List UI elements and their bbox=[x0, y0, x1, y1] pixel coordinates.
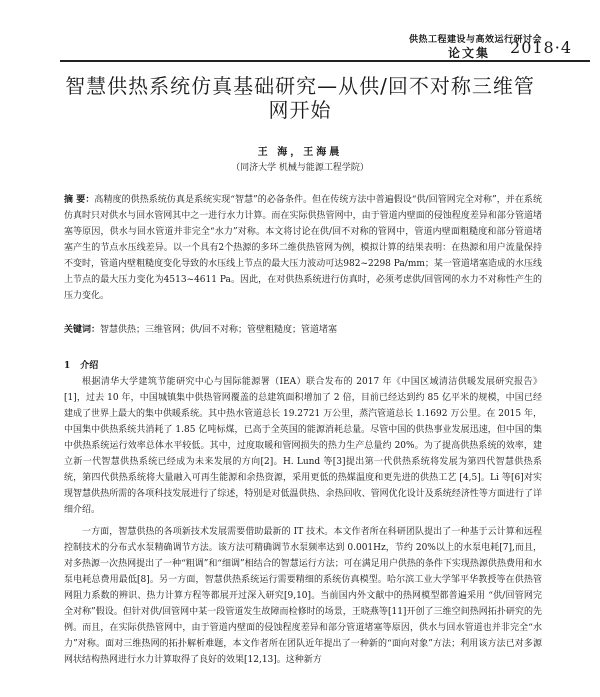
section-heading bbox=[64, 358, 108, 371]
journal-name: 供热工程建设与高效运行研讨会 bbox=[408, 35, 542, 45]
paragraph-1: 根据清华大学建筑节能研究中心与国际能源署（IEA）联合发布的 2017 年《中国区域清洁供暖发展研究报告》[1]，过去 10 年，中国城镇集中供热管网覆盖的总建筑面积增加了 2 倍，目前已经达到约 85 亿平米的规模，中国已经建成了世界上最大的集中供暖系统。其中热水管道总长 19.2721 万公里，蒸汽管道总长 1.1692 万公里。在 2015 年，中国集中供热系统共消耗了 1.85 亿吨标煤，已高于全英国的能源消耗总量。尽管中国的供热事业发展迅速，但中国的集中供热系统运行效率总体水平较低。其中，过度取暖和管网损失的热力生产总量约 20%。为了提高供热系统的效率，建立新一代智慧供热系统已经成为未来发展的方向[2]。H. Lund 等[3]提出第一代供热系统将发展为第四代智慧供热系统，第四代供热系统将大量融入可再生能源和余热资源，采用更低的热媒温度和更先进的供热工艺 [4,5]。Li 等[6]对实现智慧供热所需的各项科技发展进行了综述，特别是对低温供热、余热回收、管网优化设计及系统经济性等方面进行了详细介绍。 bbox=[64, 377, 542, 515]
abstract-text: 高精度的供热系统仿真是系统实现“智慧”的必备条件。但在传统方法中普遍假设“供/回管网完全对称”，并在系统仿真时只对供水与回水管网其中之一进行水力计算。而在实际供热管网中，由于管道内壁面的侵蚀程度差异和部分管道堵塞等原因，供水与回水管道并非完全“水力”对称。本文将讨论在供/回不对称的管网中，管道内壁面粗糙度和部分管道堵塞产生的节点水压线差异。以一个具有2个热源的多环二维供热管网为例，模拟计算的结果表明：在热源和用户流量保持不变时，管道内壁粗糙度变化导致的水压线上节点的最大压力波动可达982~2298 Pa/mm；某一管道堵塞造成的水压线上节点的最大压力变化为4513~4611 Pa。因此，在对供热系统进行仿真时，必须考虑供/回管网的水力不对称性产生的压力变化。 bbox=[64, 195, 542, 301]
paper-authors: 王 海，王海晨 bbox=[257, 147, 343, 158]
journal-header bbox=[0, 0, 600, 64]
abstract-label: 摘 要： bbox=[64, 195, 95, 205]
paragraph-2: 一方面，智慧供热的各项新技术发展需要借助最新的 IT 技术。本文作者所在科研团队提出了一种基于云计算和远程控制技术的分布式水泵精确调节方法。该方法可精确调节水泵频率达到 0.001Hz，节约 20%以上的水泵电耗[7],而且，对多热源一次热网提出了一种“粗调”和“细调”相结合的智慧运行方法；可在满足用户供热的条件下实现热源供热费用和水泵电耗总费用最低[8]。另一方面，智慧供热系统运行需要精细的系统仿真模型。哈尔滨工业大学邹平华教授等在供热管网阻力系数的辨识、热力计算方程等都展开过深入研究[9,10]。当前国内外文献中的热网模型都普遍采用 “供/回管网完全对称”假设。但针对供/回管网中某一段管道发生故障而检修时的场景，王晓燕等[11]开创了三维空间热网拓扑研究的先例。而且，在实际供热管网中，由于管道内壁面的侵蚀程度差异和部分管道堵塞等原因，供水与回水管道也并非完全“水力”对称。面对三维热网的拓扑解析难题，本文作者所在团队近年提出了一种新的“面向对象”方法；利用该方法已对多源网状结构热网进行水力计算取得了良好的效果[12,13]。这种新方 bbox=[64, 527, 542, 665]
paper-title: 智慧供热系统仿真基础研究—从供/回不对称三维管网开始 bbox=[65, 74, 535, 122]
section-number: 1 bbox=[64, 361, 71, 371]
abstract bbox=[64, 192, 542, 304]
section-title: 介绍 bbox=[80, 361, 99, 371]
keywords bbox=[64, 322, 542, 338]
paper-affiliation: （同济大学 机械与能源工程学院） bbox=[231, 163, 369, 173]
section-label: 论文集 bbox=[447, 46, 490, 60]
header-rule bbox=[60, 60, 590, 62]
keywords-label: 关键词： bbox=[64, 325, 101, 335]
keywords-text: 智慧供热；三维管网；供/回不对称；管壁粗糙度；管道堵塞 bbox=[100, 325, 338, 335]
issue-number: 2018·4 bbox=[510, 38, 572, 57]
body-text bbox=[64, 374, 542, 674]
